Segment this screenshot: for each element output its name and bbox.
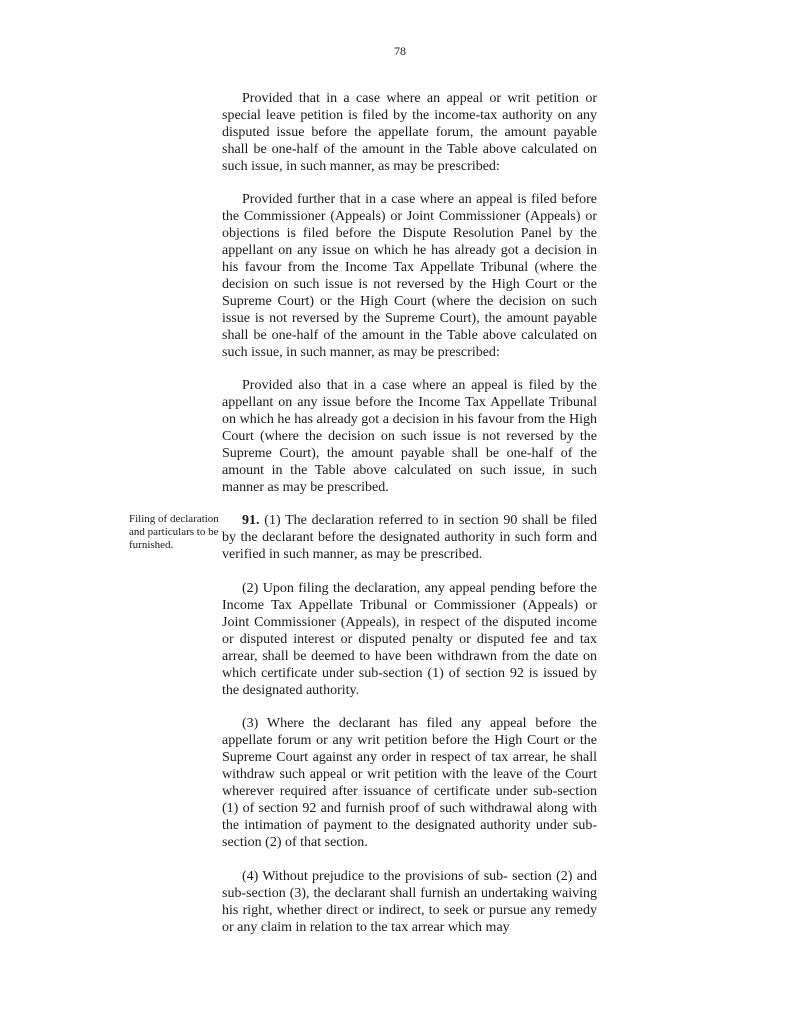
proviso-2-text: Provided further that in a case where an appeal is filed before the Commissioner (Appeals) or Joint Commissioner (Appeals) or objections is filed before the Dispute Resolution Panel by the appellant on any issue on which he has already got a decision in his favour from the Income Tax Appellate Tribunal (where the decision on such issue is not reversed by the High Court or the Supreme Court) or the High Court (where the decision on such issue is not reversed by the Supreme Court), the amount payable shall be one-half of the amount in the Table above calculated on such issue, in such manner, as may be prescribed: bbox=[222, 192, 597, 360]
page-number: 78 bbox=[394, 44, 406, 58]
proviso-3-text: Provided also that in a case where an appeal is filed by the appellant on any issue before the Income Tax Appellate Tribunal on which he has already got a decision in his favour from the High Court (where the decision on such issue is not reversed by the Supreme Court), the amount payable shall be one-half of the amount in the Table above calculated on such issue, in such manner as may be prescribed. bbox=[222, 378, 597, 495]
proviso-paragraph-1 bbox=[222, 90, 597, 175]
section-number: 91. bbox=[242, 513, 260, 528]
section-91-4-text: (4) Without prejudice to the provisions of sub- section (2) and sub-section (3), the declarant shall furnish an undertaking waiving his right, whether direct or indirect, to seek or pursue any remedy or any claim in relation to the tax arrear which may bbox=[222, 869, 597, 935]
section-91-subsection-2 bbox=[222, 580, 597, 699]
section-91-subsection-4 bbox=[222, 868, 597, 936]
section-91-subsection-3 bbox=[222, 715, 597, 851]
section-91-1-text: (1) The declaration referred to in section 90 shall be filed by the declarant before the designated authority in such form and verified in such manner, as may be prescribed. bbox=[222, 513, 598, 562]
section-91-2-text: (2) Upon filing the declaration, any appeal pending before the Income Tax Appellate Tribunal or Commissioner (Appeals) or Joint Commissioner (Appeals), in respect of the disputed income or disputed interest or disputed penalty or disputed fee and tax arrear, shall be deemed to have been withdrawn from the date on which certificate under sub-section (1) of section 92 is issued by the designated authority. bbox=[222, 581, 597, 698]
proviso-paragraph-3 bbox=[222, 377, 597, 496]
proviso-1-text: Provided that in a case where an appeal or writ petition or special leave petition is filed by the income-tax authority on any disputed issue before the appellate forum, the amount payable shall be one-half of the amount in the Table above calculated on such issue, in such manner, as may be prescribed: bbox=[222, 91, 597, 174]
proviso-paragraph-2 bbox=[222, 191, 597, 361]
margin-note: Filing of declaration and particulars to be furnished. bbox=[129, 513, 219, 551]
section-91-subsection-1 bbox=[222, 512, 597, 563]
section-91-3-text: (3) Where the declarant has filed any appeal before the appellate forum or any writ petition before the High Court or the Supreme Court against any order in respect of tax arrear, he shall withdraw such appeal or writ petition with the leave of the Court wherever required after issuance of certificate under sub-section (1) of section 92 and furnish proof of such withdrawal along with the intimation of payment to the designated authority under sub- section (2) of that section. bbox=[222, 716, 597, 850]
